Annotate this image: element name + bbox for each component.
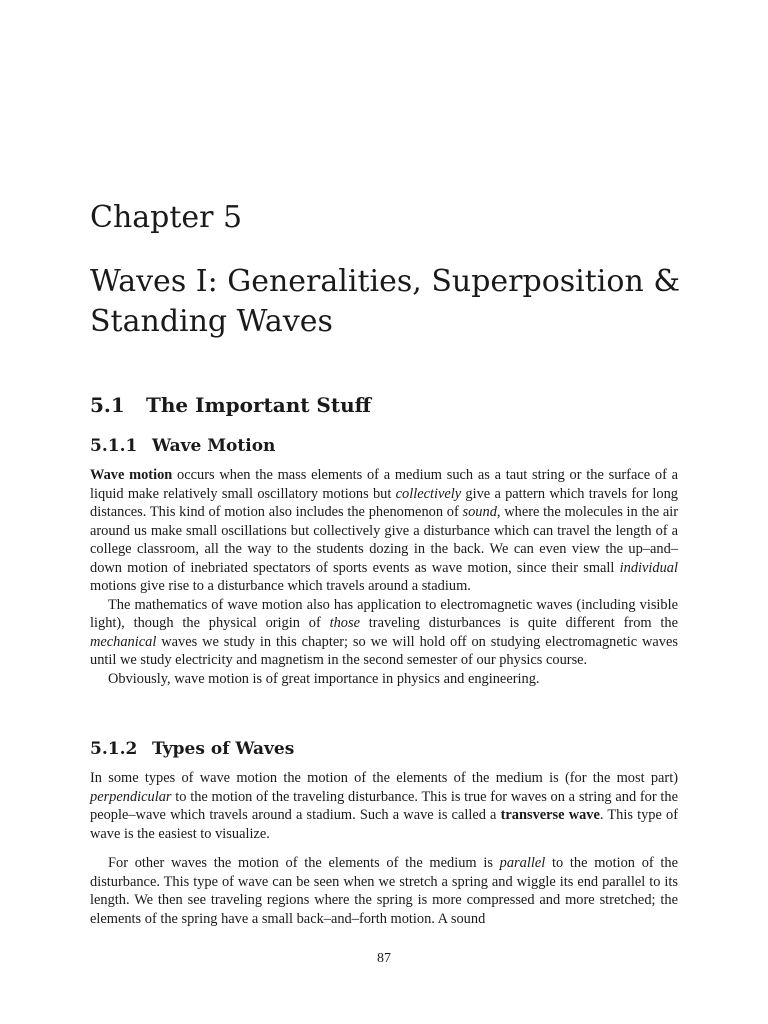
section-number: 5.1 [90, 393, 125, 417]
section-title: The Important Stuff [146, 393, 372, 417]
emphasis: those [329, 615, 360, 631]
types-of-waves-body-continued [90, 854, 678, 928]
paragraph [90, 769, 678, 843]
emphasis: parallel [499, 855, 546, 871]
subsection-heading-wave-motion [90, 436, 275, 456]
emphasis: mechanical [90, 633, 157, 650]
emphasis: perpendicular [90, 788, 172, 805]
paragraph [90, 466, 678, 596]
types-of-waves-body [90, 769, 678, 843]
emphasis: individual [619, 559, 678, 576]
page-number: 87 [377, 951, 391, 966]
subsection-number: 5.1.1 [90, 436, 138, 456]
term-transverse-wave: transverse wave [500, 807, 600, 823]
wave-motion-body [90, 466, 678, 688]
subsection-heading-types-of-waves [90, 739, 294, 759]
text-run: . This type of wave is the easiest to visualize. [90, 807, 679, 842]
subsection-title: Types of Waves [152, 739, 295, 759]
paragraph: Obviously, wave motion is of great importance in physics and engineering. [108, 670, 540, 687]
subsection-title: Wave Motion [152, 436, 276, 456]
text-run: to the motion of the disturbance. This type of wave can be seen when we stretch a spring and wiggle its end parallel to its length. We then see traveling regions where the spring is more compressed and more stretched; the elements of the spring have a small back–and–forth motion. A sound [90, 855, 678, 927]
text-run: For other waves the motion of the elements of the medium is [108, 855, 500, 871]
emphasis: sound [462, 504, 497, 520]
paragraph [90, 596, 678, 670]
text-run: occurs when the mass elements of a medium such as a taut string or the surface of a liquid make relatively small oscillatory motions but [90, 467, 678, 502]
emphasis: collectively [395, 485, 462, 502]
text-run: The mathematics of wave motion also has application to electromagnetic waves (including visible light), though the physical origin of [90, 596, 678, 631]
text-run: motions give rise to a disturbance which travels around a stadium. [90, 578, 471, 594]
subsection-number: 5.1.2 [90, 739, 138, 759]
text-run: to the motion of the traveling disturbance. This is true for waves on a string and for the people–wave which travels around a stadium. Such a wave is called a [90, 788, 678, 823]
text-run: In some types of wave motion the motion of the elements of the medium is (for the most part) [90, 770, 678, 786]
chapter-label: Chapter 5 [90, 200, 243, 235]
term-wave-motion: Wave motion [90, 467, 173, 483]
text-run: traveling disturbances is quite different from the [359, 615, 678, 631]
chapter-title: Waves I: Generalities, Superposition & Standing Waves [90, 264, 681, 339]
text-run: , where the molecules in the air around us make small oscillations but collectively give a disturbance which can travel the length of a college classroom, all the way to the students dozing in the back. We can even view the up–and–down motion of inebriated spectators of sports events as wave motion, since their small [90, 504, 678, 576]
text-run: give a pattern which travels for long distances. This kind of motion also includes the phenomenon of [90, 485, 678, 520]
paragraph [90, 854, 678, 928]
text-run: waves we study in this chapter; so we will hold off on studying electromagnetic waves until we study electricity and magnetism in the second semester of our physics course. [90, 633, 678, 668]
section-heading [90, 393, 371, 417]
